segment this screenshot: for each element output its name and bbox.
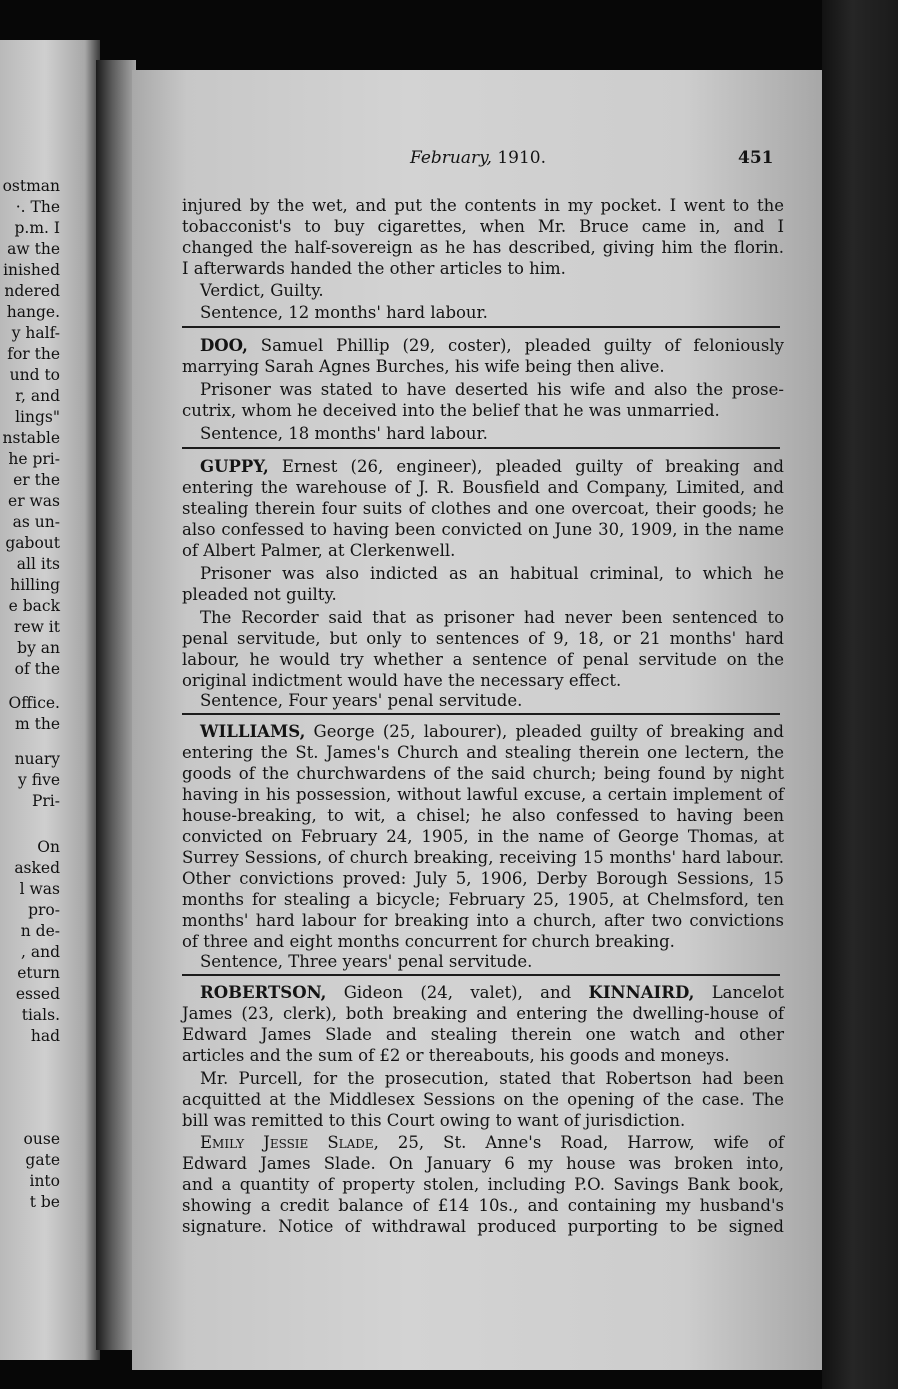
sentence-line: Sentence, 12 months' hard labour. <box>200 303 488 322</box>
header-month: February, <box>410 148 492 168</box>
left-page-fragment: by an <box>17 639 60 657</box>
text-line: The Recorder said that as prisoner had never been sentenced to <box>200 608 784 627</box>
defendant-name: DOO, <box>200 336 248 355</box>
text-line: of Albert Palmer, at Clerkenwell. <box>182 541 456 560</box>
witness-heading-line <box>200 1133 784 1153</box>
text-line: Mr. Purcell, for the prosecution, stated that Robertson had been <box>200 1069 784 1088</box>
case-heading-rest: Samuel Phillip (29, coster), pleaded guilty of feloniously <box>260 336 784 355</box>
verdict-line: Verdict, Guilty. <box>200 281 324 300</box>
left-page-fragment: hilling <box>10 576 60 594</box>
case-heading-rest: George (25, labourer), pleaded guilty of breaking and <box>313 722 784 741</box>
text-line: house-breaking, to wit, a chisel; he also confessed to having been <box>182 806 784 825</box>
text-line: tobacconist's to buy cigarettes, when Mr. Bruce came in, and I <box>182 217 784 236</box>
left-page-fragment: , and <box>21 943 60 961</box>
left-page-fragment: pro- <box>28 901 60 919</box>
text-line: Prisoner was stated to have deserted his wife and also the prose- <box>200 380 784 399</box>
left-page-fragment: hange. <box>6 303 60 321</box>
page-number: 451 <box>738 148 774 168</box>
left-page-fragment: er was <box>8 492 60 510</box>
defendant-name: WILLIAMS, <box>200 722 306 741</box>
text-line: months' hard labour for breaking into a church, after two convictions <box>182 911 784 930</box>
case-heading-rest: Ernest (26, engineer), pleaded guilty of breaking and <box>281 457 784 476</box>
left-page-fragment: for the <box>7 345 60 363</box>
text-line: cutrix, whom he deceived into the belief that he was unmarried. <box>182 401 720 420</box>
left-page-fragment: lings" <box>15 408 60 426</box>
left-page-fragment: eturn <box>17 964 60 982</box>
text-line: Prisoner was also indicted as an habitual criminal, to which he <box>200 564 784 583</box>
text-line: James (23, clerk), both breaking and entering the dwelling-house of <box>182 1004 784 1023</box>
witness-name: Emily Jessie Slade, <box>200 1133 379 1152</box>
left-page-fragment: l was <box>19 880 60 898</box>
text-line: Other convictions proved: July 5, 1906, Derby Borough Sessions, 15 <box>182 869 784 888</box>
section-rule <box>182 713 780 715</box>
left-page-fragment: into <box>29 1172 60 1190</box>
section-rule <box>182 447 780 449</box>
left-page-fragment: essed <box>15 985 60 1003</box>
text-line: articles and the sum of £2 or thereabouts, his goods and moneys. <box>182 1046 730 1065</box>
text-line: having in his possession, without lawful excuse, a certain implement of <box>182 785 784 804</box>
left-page-fragment: ouse <box>23 1130 60 1148</box>
text-line: Edward James Slade. On January 6 my house was broken into, <box>182 1154 784 1173</box>
left-page-fragment: y half- <box>11 324 60 342</box>
dark-background <box>822 0 898 1389</box>
section-rule <box>182 326 780 328</box>
text-line: pleaded not guilty. <box>182 585 337 604</box>
left-page-fragment: p.m. I <box>14 219 60 237</box>
left-page-fragment: er the <box>13 471 60 489</box>
left-page-fragment: On <box>37 838 60 856</box>
sentence-line: Sentence, Four years' penal servitude. <box>200 691 523 710</box>
case-heading-end: Lancelot <box>711 983 784 1002</box>
left-page-fragment: Pri- <box>31 792 60 810</box>
text-line: months for stealing a bicycle; February 25, 1905, at Chelmsford, ten <box>182 890 784 909</box>
text-line: entering the St. James's Church and stealing therein one lectern, the <box>182 743 784 762</box>
left-page-fragment: rew it <box>14 618 60 636</box>
sentence-line: Sentence, Three years' penal servitude. <box>200 952 533 971</box>
left-page-fragment: ostman <box>2 177 60 195</box>
section-rule <box>182 974 780 976</box>
left-page-fragment: y five <box>18 771 60 789</box>
left-page-fragment: Office. <box>8 694 60 712</box>
text-line: labour, he would try whether a sentence of penal servitude on the <box>182 650 784 669</box>
left-page-fragment: m the <box>14 715 60 733</box>
case-heading-line <box>200 336 784 356</box>
case-heading-line <box>200 983 784 1003</box>
left-page-fragment: inished <box>3 261 60 279</box>
defendant-name: GUPPY, <box>200 457 269 476</box>
text-line: goods of the churchwardens of the said church; being found by night <box>182 764 784 783</box>
left-page <box>0 40 100 1360</box>
text-line: I afterwards handed the other articles to him. <box>182 259 566 278</box>
text-line: marrying Sarah Agnes Burches, his wife being then alive. <box>182 357 665 376</box>
left-page-fragment: und to <box>9 366 60 384</box>
text-line: original indictment would have the necessary effect. <box>182 671 622 690</box>
text-line: showing a credit balance of £14 10s., and containing my husband's <box>182 1196 784 1215</box>
left-page-fragment: nstable <box>2 429 60 447</box>
text-line: injured by the wet, and put the contents in my pocket. I went to the <box>182 196 784 215</box>
book-gutter <box>96 60 136 1350</box>
text-line: signature. Notice of withdrawal produced purporting to be signed <box>182 1217 784 1236</box>
text-line: and a quantity of property stolen, including P.O. Savings Bank book, <box>182 1175 784 1194</box>
text-line: Surrey Sessions, of church breaking, receiving 15 months' hard labour. <box>182 848 784 867</box>
text-line: of three and eight months concurrent for church breaking. <box>182 932 675 951</box>
left-page-fragment: as un- <box>12 513 60 531</box>
witness-heading-rest: 25, St. Anne's Road, Harrow, wife of <box>397 1133 784 1152</box>
left-page-fragment: t be <box>29 1193 60 1211</box>
left-page-fragment: e back <box>8 597 60 615</box>
text-line: acquitted at the Middlesex Sessions on the opening of the case. The <box>182 1090 784 1109</box>
defendant-name: ROBERTSON, <box>200 983 327 1002</box>
left-page-fragment: gabout <box>5 534 60 552</box>
header-year: 1910. <box>497 148 546 168</box>
case-heading-line <box>200 457 784 477</box>
text-line: also confessed to having been convicted on June 30, 1909, in the name <box>182 520 784 539</box>
left-page-fragment: tials. <box>21 1006 60 1024</box>
left-page-fragment: he pri- <box>8 450 60 468</box>
case-heading-line <box>200 722 784 742</box>
left-page-fragment: ndered <box>4 282 60 300</box>
left-page-fragment: r, and <box>15 387 60 405</box>
text-line: stealing therein four suits of clothes and one overcoat, their goods; he <box>182 499 784 518</box>
defendant-name-2: KINNAIRD, <box>588 983 695 1002</box>
text-line: bill was remitted to this Court owing to want of jurisdiction. <box>182 1111 686 1130</box>
left-page-fragment: asked <box>14 859 60 877</box>
left-page-fragment: ·. The <box>15 198 60 216</box>
case-heading-mid: Gideon (24, valet), and <box>343 983 572 1002</box>
left-page-fragment: n de- <box>20 922 60 940</box>
left-page-fragment: had <box>30 1027 60 1045</box>
running-header <box>410 148 546 168</box>
text-line: entering the warehouse of J. R. Bousfield and Company, Limited, and <box>182 478 784 497</box>
sentence-line: Sentence, 18 months' hard labour. <box>200 424 488 443</box>
left-page-fragment: all its <box>16 555 60 573</box>
left-page-fragment: gate <box>25 1151 60 1169</box>
text-line: changed the half-sovereign as he has described, giving him the florin. <box>182 238 784 257</box>
text-line: penal servitude, but only to sentences of 9, 18, or 21 months' hard <box>182 629 784 648</box>
left-page-fragment: nuary <box>14 750 60 768</box>
left-page-fragment: aw the <box>7 240 60 258</box>
left-page-fragment: of the <box>14 660 60 678</box>
text-line: Edward James Slade and stealing therein one watch and other <box>182 1025 784 1044</box>
text-line: convicted on February 24, 1905, in the name of George Thomas, at <box>182 827 784 846</box>
